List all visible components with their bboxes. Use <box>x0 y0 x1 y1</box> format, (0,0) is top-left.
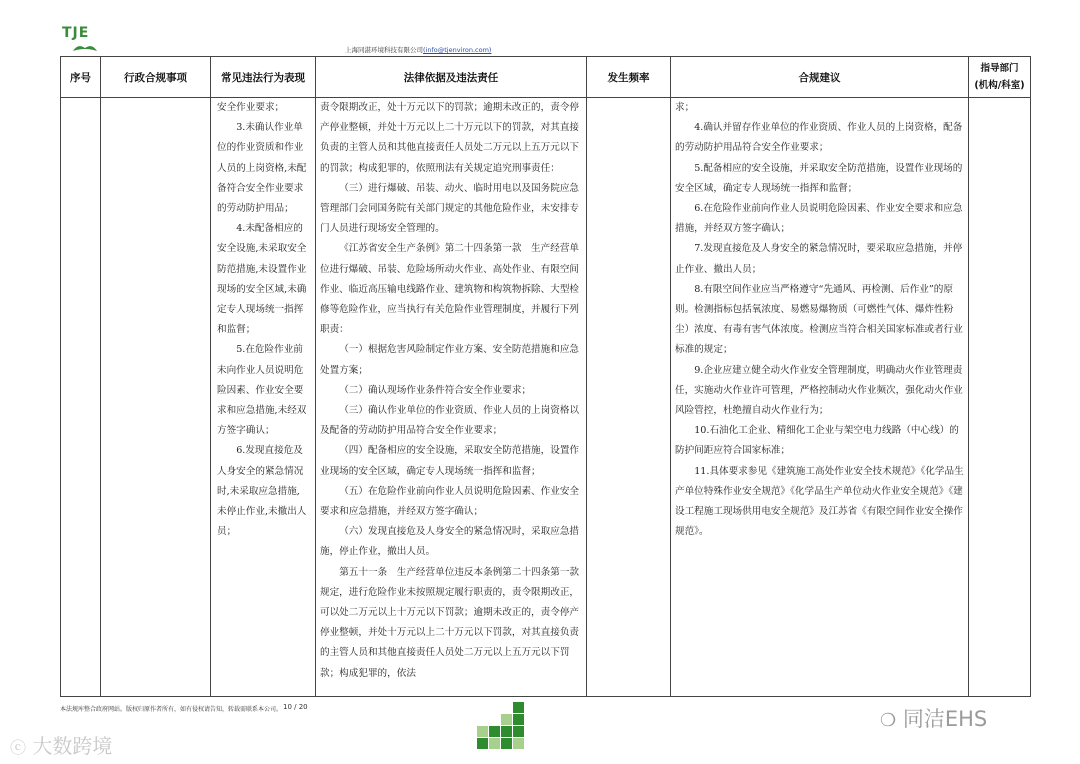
table-row <box>61 98 1031 697</box>
cell-advice <box>671 98 969 697</box>
violation-item: 5.在危险作业前未向作业人员说明危险因素、作业安全要求和应急措施,未经双方签字确认； <box>217 344 307 437</box>
col-header-department-line1: 指导部门 <box>980 63 1019 74</box>
advice-item: 6.在危险作业前向作业人员说明危险因素、作业安全要求和应急措施，并经双方签字确认； <box>675 203 963 235</box>
company-email[interactable]: (info@tjenviron.com) <box>423 46 492 54</box>
advice-item: 9.企业应建立健全动火作业安全管理制度，明确动火作业管理责任，实施动火作业许可管理，严格控制动火作业频次，强化动火作业风险管控，杜绝擅自动火作业行为； <box>675 364 963 417</box>
advice-item: 5.配备相应的安全设施，并采取安全防范措施，设置作业现场的安全区域，确定专人现场统一指挥和监督； <box>675 162 963 194</box>
page-number: 10 / 20 <box>283 703 308 711</box>
violation-item: 4.未配备相应的安全设施,未采取安全防范措施,未设置作业现场的安全区域,未确定专人现场统一指挥和监督； <box>217 223 307 336</box>
grid-square <box>477 726 488 737</box>
law-paragraph: （一）根据危害风险制定作业方案、安全防范措施和应急处置方案； <box>320 344 580 376</box>
logo-text: TJE <box>62 25 90 41</box>
law-paragraph: （三）进行爆破、吊装、动火、临时用电以及国务院应急管理部门会同国务院有关部门规定的其他危险作业，未安排专门人员进行现场安全管理的。 <box>320 182 580 235</box>
law-paragraph: 责令限期改正，处十万元以下的罚款；逾期未改正的，责令停产停业整顿，并处十万元以上二十万元以下的罚款，对其直接负责的主管人员和其他直接责任人员处二万元以上五万元以下的罚款；构成犯罪的，依照刑法有关规定追究刑事责任： <box>320 102 580 174</box>
col-header-violations: 常见违法行为表现 <box>211 57 316 98</box>
law-paragraph: 第五十一条 生产经营单位违反本条例第二十四条第一款规定，进行危险作业未按照规定履行职责的，责令限期改正，可以处二万元以上十万元以下罚款；逾期未改正的，责令停产停业整顿，并处十万元以上二十万元以下罚款，对其直接负责的主管人员和其他直接责任人员处二万元以上五万元以下罚款；构成犯罪的，依法 <box>320 566 580 679</box>
col-header-advice: 合规建议 <box>671 57 969 98</box>
cell-index <box>61 98 101 697</box>
grid-square <box>513 738 524 749</box>
advice-item: 求； <box>675 102 695 113</box>
company-header <box>345 45 491 54</box>
violation-item: 3.未确认作业单位的作业资质和作业人员的上岗资格,未配备符合安全作业要求的劳动防护用品； <box>217 122 307 215</box>
cell-item <box>101 98 211 697</box>
cell-frequency <box>587 98 671 697</box>
law-paragraph: （四）配备相应的安全设施，采取安全防范措施，设置作业现场的安全区域，确定专人现场统一指挥和监督； <box>320 445 580 477</box>
col-header-department <box>969 57 1031 98</box>
advice-item: 11.具体要求参见《建筑施工高处作业安全技术规范》《化学品生产单位特殊作业安全规范》《化学品生产单位动火作业安全规范》《建设工程施工现场供用电安全规范》及江苏省《有限空间作业安全操作规范》。 <box>675 465 964 538</box>
law-paragraph: （二）确认现场作业条件符合安全作业要求； <box>339 384 532 396</box>
footer-note: 本法规库整合政府网站。版权归原作者所有，如有侵权请告知，转载需联系本公司。 <box>60 706 283 713</box>
col-header-item: 行政合规事项 <box>101 57 211 98</box>
grid-square <box>501 714 512 725</box>
wechat-icon: ❍ <box>880 710 897 731</box>
advice-item: 10.石油化工企业、精细化工企业与架空电力线路（中心线）的防护间距应符合国家标准； <box>675 425 959 457</box>
table-header-row <box>61 57 1031 98</box>
grid-square <box>513 726 524 737</box>
law-paragraph: （三）确认作业单位的作业资质、作业人员的上岗资格以及配备的劳动防护用品符合安全作业要求； <box>320 405 580 437</box>
col-header-department-line2: (机构/科室) <box>974 80 1025 91</box>
advice-item: 7.发现直接危及人身安全的紧急情况时，要采取应急措施，并停止作业、撤出人员； <box>675 243 963 275</box>
grid-square <box>489 726 500 737</box>
advice-item: 4.确认并留存作业单位的作业资质、作业人员的上岗资格，配备的劳动防护用品符合安全作业要求； <box>675 122 963 154</box>
law-paragraph: 《江苏省安全生产条例》第二十四条第一款 生产经营单位进行爆破、吊装、危险场所动火作业、高处作业、有限空间作业、临近高压输电线路作业、建筑物和构筑物拆除、大型检修等危险作业，应当执行有关危险作业管理制度，并履行下列职责： <box>320 243 580 336</box>
watermark-right <box>880 703 987 733</box>
col-header-frequency: 发生频率 <box>587 57 671 98</box>
cell-department <box>969 98 1031 697</box>
watermark-left-icon: ⓒ <box>10 738 27 757</box>
law-paragraph: （五）在危险作业前向作业人员说明危险因素、作业安全要求和应急措施，并经双方签字确认； <box>320 485 580 518</box>
watermark-left <box>10 730 112 759</box>
grid-square <box>501 726 512 737</box>
watermark-left-text: 大数跨境 <box>32 734 113 758</box>
grid-square <box>513 702 524 713</box>
violation-item: 6.发现直接危及人身安全的紧急情况时,未采取应急措施,未停止作业,未撤出人员； <box>217 445 307 538</box>
company-name: 上海同湛环境科技有限公司 <box>345 46 423 54</box>
law-paragraph: （六）发现直接危及人身安全的紧急情况时，采取应急措施，停止作业，撤出人员。 <box>320 526 580 558</box>
grid-square <box>489 738 500 749</box>
compliance-table <box>60 56 1031 697</box>
cell-law <box>316 98 587 697</box>
grid-square <box>513 714 524 725</box>
col-header-law: 法律依据及违法责任 <box>316 57 587 98</box>
grid-square <box>477 738 488 749</box>
cell-violations <box>211 98 316 697</box>
violation-item: 安全作业要求； <box>217 102 285 113</box>
watermark-right-text: 同洁EHS <box>902 707 988 731</box>
col-header-index: 序号 <box>61 57 101 98</box>
advice-item: 8.有限空间作业应当严格遵守“先通风、再检测、后作业”的原则。检测指标包括氧浓度、易燃易爆物质（可燃性气体、爆炸性粉尘）浓度、有毒有害气体浓度。检测应当符合相关国家标准或者行业标准的规定； <box>675 283 963 356</box>
leaf-icon <box>72 42 98 52</box>
grid-square <box>501 738 512 749</box>
